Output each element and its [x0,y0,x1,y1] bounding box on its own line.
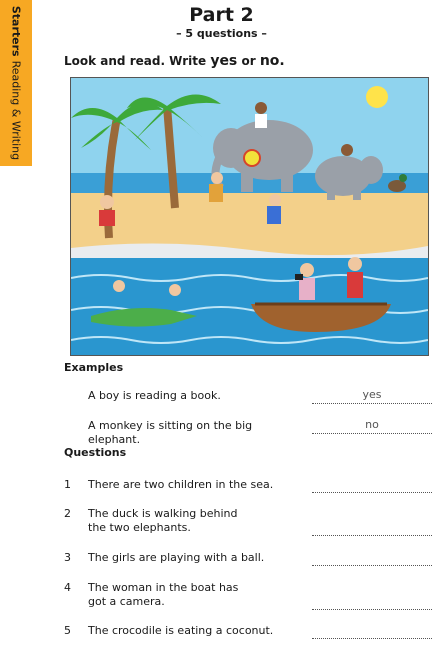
question-text: There are two children in the sea. [88,478,274,491]
question-number: 4 [64,581,71,594]
example-text: A boy is reading a book. [88,389,221,402]
beach-scene-illustration [70,77,429,356]
instruction-no: no. [259,53,285,69]
examples-heading: Examples [64,361,124,374]
instruction-or: or [241,54,256,68]
questions-heading: Questions [64,446,127,459]
answer-field[interactable] [312,595,432,610]
instruction-yes: yes [210,53,238,69]
question-text: The girls are playing with a ball. [88,551,265,564]
sidebar-label-bold: Starters [9,5,23,57]
question-text: The duck is walking behind the two elephants. [88,507,238,534]
sidebar-label-rest: Reading & Writing [9,60,23,161]
example-text: A monkey is sitting on the big elephant. [88,419,253,446]
question-number: 5 [64,624,71,637]
sun-icon [366,86,388,108]
answer-field[interactable] [312,551,432,566]
answer-field[interactable] [312,478,432,493]
question-text: The crocodile is eating a coconut. [88,624,274,637]
example-answer: yes [312,389,432,404]
page-title: Part 2 [189,4,254,26]
instruction-prefix: Look and read. Write [64,54,207,68]
question-text: The woman in the boat has got a camera. [88,581,239,608]
answer-field[interactable] [312,624,432,639]
instruction [64,53,285,69]
example-answer: no [312,419,432,434]
question-number: 1 [64,478,71,491]
answer-field[interactable] [312,521,432,536]
question-number: 3 [64,551,71,564]
question-number: 2 [64,507,71,520]
page-subtitle: – 5 questions – [176,27,267,40]
